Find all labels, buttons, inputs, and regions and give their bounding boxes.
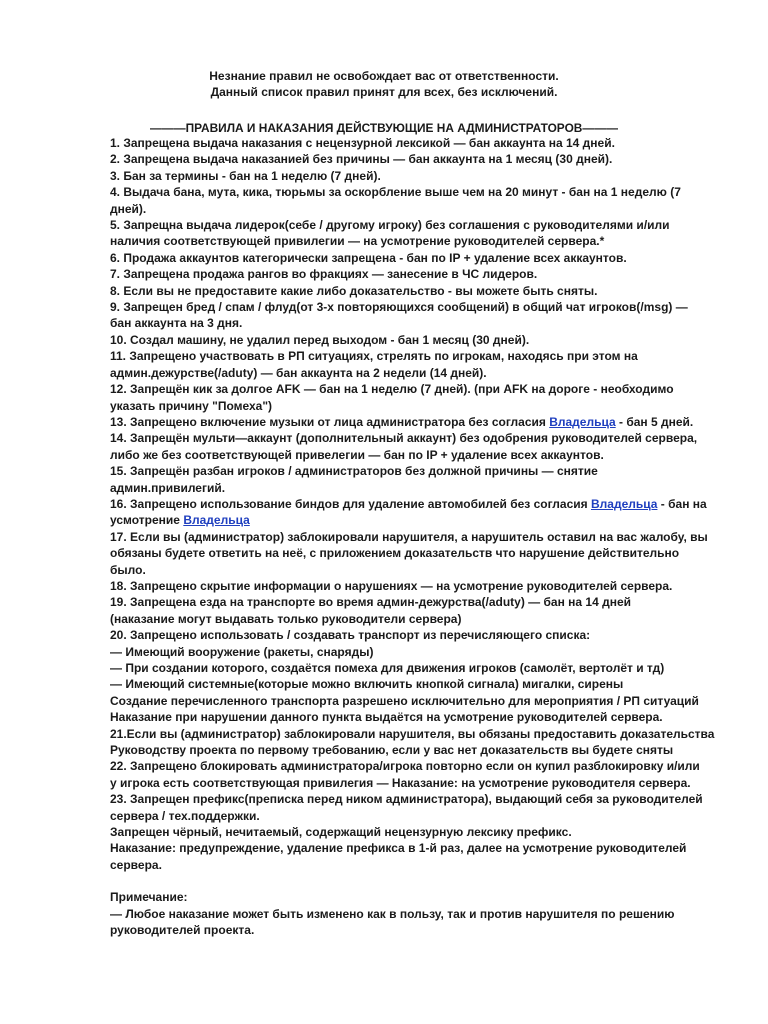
rule-line: — Имеющий вооружение (ракеты, снаряды)	[110, 644, 374, 659]
rule-line: 11. Запрещено участвовать в РП ситуациях, стрелять по игрокам, находясь при этом на	[110, 349, 638, 364]
rule-line: 17. Если вы (администратор) заблокировали нарушителя, а нарушитель оставил на вас жалобу, вы	[110, 529, 708, 544]
rule-line: Наказание: предупреждение, удаление префикса в 1-й раз, далее на усмотрение руководителей	[110, 841, 687, 856]
rule-line	[110, 414, 720, 430]
rule-line: сервера / тех.поддержки.	[110, 808, 260, 823]
rule-line: бан аккаунта на 3 дня.	[110, 316, 243, 331]
rule-line: 5. Запрещна выдача лидерок(себе / другому игроку) без соглашения с руководителями и/или	[110, 218, 670, 233]
rule-line: 12. Запрещён кик за долгое AFK — бан на 1 неделю (7 дней). (при AFK на дороге - необходимо	[110, 382, 674, 397]
section-title: ———ПРАВИЛА И НАКАЗАНИЯ ДЕЙСТВУЮЩИЕ НА АДМИНИСТРАТОРОВ———	[149, 121, 619, 135]
rule-line: 21.Если вы (администратор) заблокировали нарушителя, вы обязаны предоставить доказательства	[110, 726, 715, 741]
rule-line: — Имеющий системные(которые можно включить кнопкой сигнала) мигалки, сирены	[110, 677, 624, 692]
rule-text: - бан 5 дней.	[615, 414, 694, 429]
rule-line: руководителей проекта.	[110, 923, 255, 938]
rule-line: 22. Запрещено блокировать администратора/игрока повторно если он купил разблокировку и/или	[110, 759, 700, 774]
header-line-1: Незнание правил не освобождает вас от ответственности.	[209, 69, 559, 83]
rule-text: - бан на	[657, 496, 707, 511]
rule-line: 10. Создал машину, не удалил перед выходом - бан 1 месяц (30 дней).	[110, 332, 530, 347]
rule-line: Запрещен чёрный, нечитаемый, содержащий нецензурную лексику префикс.	[110, 825, 572, 840]
rule-line: админ.дежурстве(/aduty) — бан аккаунта на 2 недели (14 дней).	[110, 365, 487, 380]
rule-line: 19. Запрещена езда на транспорте во время админ-дежурства(/aduty) — бан на 14 дней	[110, 595, 632, 610]
rule-line: 23. Запрещен префикс(преписка перед ником администратора), выдающий себя за руководителей	[110, 792, 703, 807]
rule-text: усмотрение	[110, 513, 184, 528]
rule-text: 13. Запрещено включение музыки от лица администратора без согласия	[110, 414, 550, 429]
rule-line: 15. Запрещён разбан игроков / администраторов без должной причины — снятие	[110, 464, 598, 479]
rule-line: у игрока есть соответствующая привилегия — Наказание: на усмотрение руководителя сервера.	[110, 775, 691, 790]
rule-line: либо же без соответствующей привелегии — бан по IP + удаление всех аккаунтов.	[110, 447, 604, 462]
document-header	[0, 68, 768, 101]
rule-line: сервера.	[110, 857, 162, 872]
rule-line: наличия соответствующей привилегии — на усмотрение руководителей сервера.*	[110, 234, 605, 249]
paragraph-gap	[110, 873, 720, 889]
rule-line: 9. Запрещен бред / спам / флуд(от 3-х повторяющихся сообщений) в общий чат игроков(/msg) —	[110, 300, 688, 315]
rule-line: 2. Запрещена выдача наказанией без причины — бан аккаунта на 1 месяц (30 дней).	[110, 152, 613, 167]
rule-line: 1. Запрещена выдача наказания с нецензурной лексикой — бан аккаунта на 14 дней.	[110, 136, 615, 150]
rule-line: Наказание при нарушении данного пункта выдаётся на усмотрение руководителей сервера.	[110, 710, 663, 725]
header-line-2: Данный список правил принят для всех, без исключений.	[210, 85, 558, 100]
rule-line: (наказание могут выдавать только руководители сервера)	[110, 611, 462, 626]
rule-line: — При создании которого, создаётся помеха для движения игроков (самолёт, вертолёт и тд)	[110, 661, 665, 675]
owner-link[interactable]: Владельца	[183, 513, 250, 528]
rule-line: 8. Если вы не предоставите какие либо доказательство - вы можете быть сняты.	[110, 283, 598, 298]
owner-link[interactable]: Владельца	[549, 414, 616, 429]
rule-line	[110, 512, 720, 528]
rule-text: 16. Запрещено использование биндов для удаление автомобилей без согласия	[110, 496, 591, 511]
rule-line	[110, 496, 720, 512]
rule-line: было.	[110, 562, 146, 577]
rule-line: Создание перечисленного транспорта разрешено исключительно для мероприятия / РП ситуаций	[110, 693, 699, 708]
rule-line: 20. Запрещено использовать / создавать транспорт из перечисляющего списка:	[110, 628, 591, 643]
owner-link[interactable]: Владельца	[590, 496, 658, 511]
rule-line: 3. Бан за термины - бан на 1 неделю (7 дней).	[110, 168, 381, 183]
rule-line: дней).	[110, 201, 147, 216]
rules-body	[110, 135, 720, 939]
rule-line: обязаны будете ответить на неё, с приложением доказательств что нарушение действительно	[110, 546, 680, 561]
rule-line: 4. Выдача бана, мута, кика, тюрьмы за оскорбление выше чем на 20 минут - бан на 1 неделю (7	[110, 185, 681, 200]
rule-line: — Любое наказание может быть изменено как в пользу, так и против нарушителя по решению	[110, 906, 675, 921]
rule-line: 14. Запрещён мульти—аккаунт (дополнительный аккаунт) без одобрения руководителей сервера,	[110, 431, 698, 446]
rule-line: 7. Запрещена продажа рангов во фракциях — занесение в ЧС лидеров.	[110, 267, 538, 282]
rule-line: 18. Запрещено скрытие информации о нарушениях — на усмотрение руководителей сервера.	[110, 578, 673, 593]
rule-line: Руководству проекта по первому требованию, если у вас нет доказательств вы будете сняты	[110, 743, 674, 758]
rule-line: Примечание:	[110, 890, 188, 905]
rule-line: 6. Продажа аккаунтов категорически запрещена - бан по IP + удаление всех аккаунтов.	[110, 250, 627, 265]
rule-line: указать причину "Помеха")	[110, 398, 273, 413]
rule-line: админ.привилегий.	[110, 480, 226, 495]
